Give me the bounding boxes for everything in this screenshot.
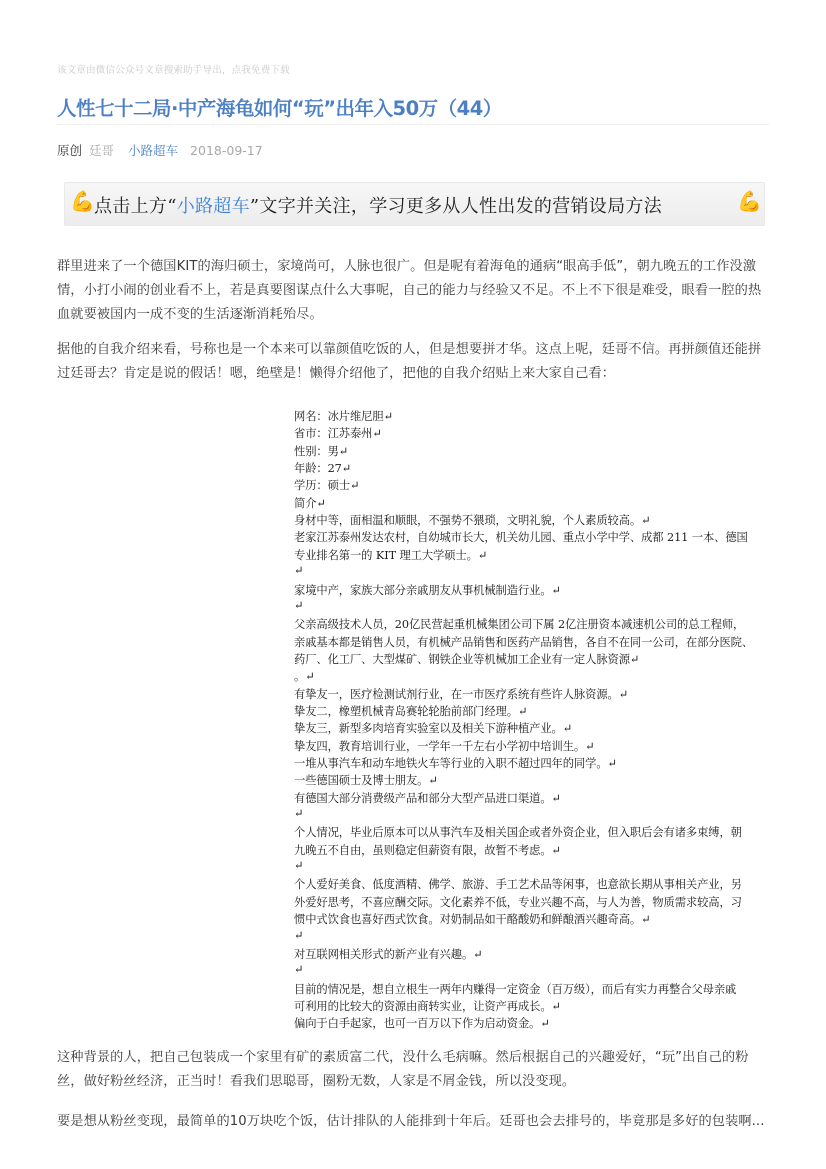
flexed-biceps-icon: 💪 (70, 189, 95, 213)
article-meta (57, 141, 263, 159)
intro-line: 挚友二，橡塑机械青岛赛轮轮胎前部门经理。↵ (294, 704, 528, 718)
intro-line: ↵ (294, 564, 304, 578)
paragraph-line: 血就要被国内一成不变的生活逐渐消耗殆尽。 (57, 307, 323, 322)
intro-line: 挚友三，新型多肉培育实验室以及相关下游种植产业。↵ (294, 722, 573, 736)
intro-line: ↵ (294, 963, 304, 977)
intro-line: 一些德国硕士及博士朋友。↵ (294, 774, 438, 788)
paragraph-line: 群里进来了一个德国KIT的海归硕士，家境尚可，人脉也很广。但是呢有着海龟的通病“眼高手低”，朝九晚五的工作没激 (57, 259, 757, 274)
intro-line: 性别：男↵ (294, 444, 349, 458)
intro-line: 可利用的比较大的资源由商转实业，让资产再成长。↵ (294, 999, 561, 1013)
paragraph-line: 丝，做好粉丝经济，正当时！看我们思聪哥，圈粉无数，人家是不屑金钱，所以没变现。 (57, 1074, 576, 1089)
paragraph-line: 过廷哥去？肯定是说的假话！嗯，绝壁是！懒得介绍他了，把他的自我介绍贴上来大家自己看： (57, 366, 616, 381)
intro-line: 专业排名第一的 KIT 理工大学硕士。↵ (294, 548, 488, 562)
intro-line: 偏向于白手起家，也可一百万以下作为启动资金。↵ (294, 1017, 550, 1031)
banner-account-link[interactable]: 小路超车 (176, 196, 250, 217)
paragraph-2 (57, 338, 769, 386)
intro-line: 挚友四，教育培训行业，一学年一千左右小学初中培训生。↵ (294, 739, 595, 753)
account-link[interactable]: 小路超车 (128, 143, 179, 158)
self-introduction-image (285, 400, 767, 1038)
intro-line: 个人情况，毕业后原本可以从事汽车及相关国企或者外资企业，但入职后会有诸多束缚，朝 (294, 826, 742, 840)
follow-banner (64, 182, 765, 226)
flexed-biceps-icon: 💪 (737, 189, 762, 213)
intro-line: 九晚五不自由，虽则稳定但薪资有限，故暂不考虑。↵ (294, 843, 561, 857)
intro-line: 对互联网相关形式的新产业有兴趣。↵ (294, 947, 483, 961)
intro-line: 个人爱好美食、低度酒精、佛学、旅游、手工艺术品等闲事，也意欲长期从事相关产业，另 (294, 878, 742, 892)
paragraph-line: 要是想从粉丝变现，最简单的10万块吃个饭，估计排队的人能排到十年后。廷哥也会去排号的，毕竟那是多好的包装啊... (57, 1114, 765, 1129)
intro-line: 简介↵ (294, 496, 326, 510)
intro-line: 惯中式饮食也喜好西式饮食。对奶制品如干酪酸奶和鲜酿酒兴趣奇高。↵ (294, 913, 651, 927)
intro-line: 一堆从事汽车和动车地铁火车等行业的入职不超过四年的同学。↵ (294, 757, 617, 770)
intro-line: 药厂、化工厂、大型煤矿、钢铁企业等机械加工企业有一定人脉资源↵ (294, 652, 640, 666)
intro-line: 网名：冰片维尼胆↵ (294, 410, 393, 423)
intro-line: 外爱好思考，不喜应酬交际。文化素养不低，专业兴趣不高，与人为善，物质需求较高，习 (294, 895, 742, 909)
publish-date: 2018-09-17 (190, 143, 263, 158)
paragraph-4 (57, 1110, 769, 1134)
paragraph-line: 情，小打小闹的创业看不上，若是真要图谋点什么大事呢，自己的能力与经验又不足。不上不下很是难受，眼看一腔的热 (57, 283, 762, 298)
intro-line: 目前的情况是，想自立根生一两年内赚得一定资金（百万级），而后有实力再整合父母亲戚 (294, 982, 737, 996)
intro-line: 亲戚基本都是销售人员，有机械产品销售和医药产品销售，各自不在同一公司，在部分医院、 (294, 635, 754, 649)
paragraph-3 (57, 1046, 769, 1094)
intro-line: ↵ (294, 859, 304, 873)
article-title: 人性七十二局·中产海龟如何“玩”出年入50万（44） (57, 97, 502, 120)
intro-line: 身材中等，面相温和顺眼，不强势不猥琐，文明礼貌，个人素质较高。↵ (294, 514, 651, 528)
intro-line: ↵ (294, 807, 304, 821)
intro-line: 父亲高级技术人员，20亿民营起重机械集团公司下属 2亿注册资本减速机公司的总工程师， (294, 618, 745, 632)
intro-line: ↵ (294, 928, 304, 942)
original-label: 原创 (57, 143, 83, 158)
follow-banner-text (94, 192, 662, 218)
intro-line: ↵ (294, 598, 304, 612)
paragraph-line: 这种背景的人，把自己包装成一个家里有矿的素质富二代，没什么毛病嘛。然后根据自己的兴趣爱好，“玩”出自己的粉 (57, 1050, 749, 1065)
intro-line: 学历：硕士↵ (294, 479, 360, 493)
banner-suffix: ”文字并关注，学习更多从人性出发的营销设局方法 (249, 196, 663, 217)
intro-line: 有德国大部分消费级产品和部分大型产品进口渠道。↵ (294, 791, 561, 805)
title-divider (57, 124, 769, 125)
intro-line: 。↵ (294, 670, 315, 684)
intro-line: 有挚友一，医疗检测试剂行业，在一市医疗系统有些许人脉资源。↵ (294, 687, 629, 701)
intro-line: 年龄：27↵ (294, 462, 352, 476)
intro-line: 省市：江苏泰州↵ (294, 427, 382, 441)
export-note-link[interactable]: 该文章由微信公众号文章搜索助手导出，点我免费下载 (57, 65, 290, 76)
paragraph-line: 据他的自我介绍来看，号称也是一个本来可以靠颜值吃饭的人，但是想要拼才华。这点上呢，廷哥不信。再拼颜值还能拼 (57, 342, 762, 357)
intro-line: 家境中产，家族大部分亲戚朋友从事机械制造行业。↵ (294, 583, 561, 597)
paragraph-1 (57, 255, 769, 327)
banner-prefix: 点击上方“ (94, 196, 177, 217)
intro-line: 老家江苏泰州发达农村，自幼城市长大，机关幼儿园、重点小学中学、成都 211 一本、德国 (294, 531, 748, 545)
author-name: 廷哥 (89, 143, 115, 158)
